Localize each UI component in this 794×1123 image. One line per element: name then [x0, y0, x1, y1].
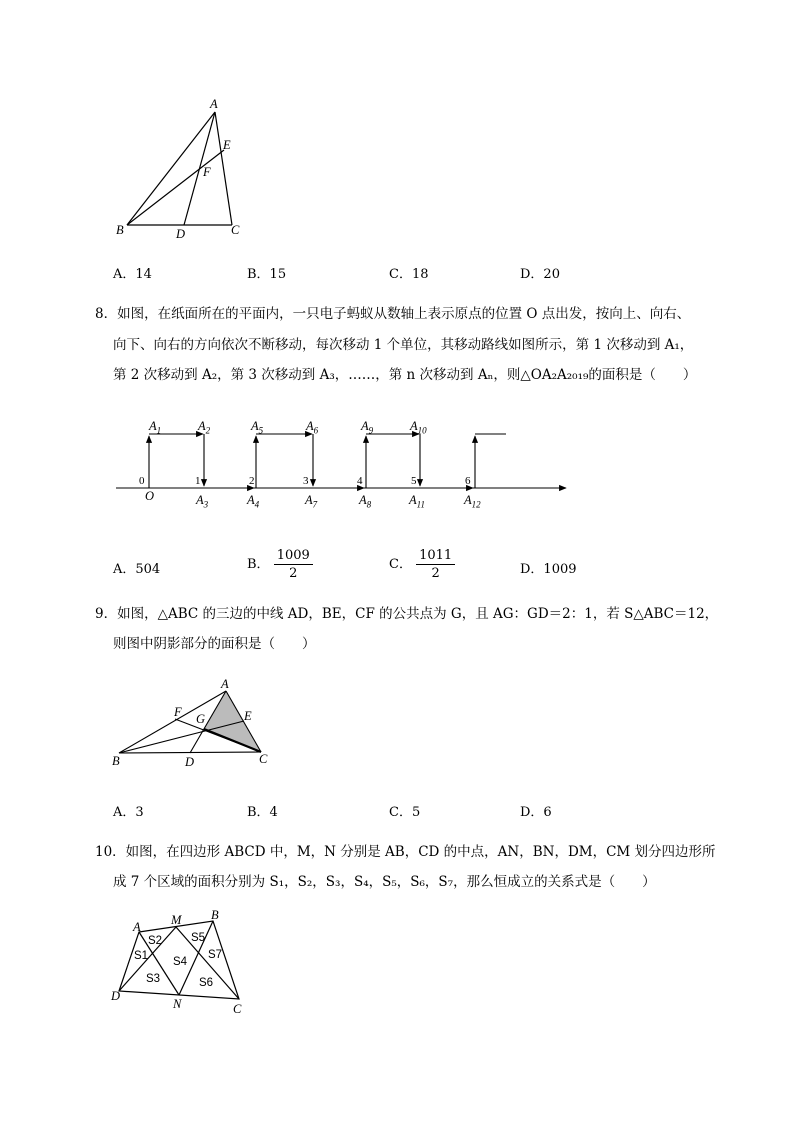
q8-top-label-10: $A_{10}$ [410, 419, 427, 436]
q8-top-label-9: $A_9$ [361, 419, 374, 436]
q10-label-a: A [133, 920, 141, 934]
q8-tick-6: 6 [465, 475, 471, 487]
q10-region-s5: S5 [191, 932, 206, 944]
q8-tick-2: 2 [249, 475, 255, 487]
q8-tick-0: 0 [139, 475, 145, 487]
q10-question-line1: 10．如图，在四边形 ABCD 中，M，N 分别是 AB，CD 的中点，AN，BN，DM，CM 划分四边形所 [95, 844, 716, 860]
q8-option-a: A．504 [113, 562, 161, 577]
q9-label-d: D [185, 755, 195, 769]
q8-tick-3: 3 [303, 475, 309, 487]
q7-label-a: A [210, 97, 218, 111]
q10-region-s3: S3 [146, 973, 161, 985]
q8-top-label-5-sub: 5 [258, 425, 264, 436]
q9-option-a: A．3 [113, 805, 144, 820]
q9-option-d: D．6 [520, 805, 552, 820]
q9-label-g: G [196, 712, 206, 726]
q10-question-line2: 成 7 个区域的面积分别为 S₁，S₂，S₃，S₄，S₅，S₆，S₇，那么恒成立的关系式是（ ） [113, 874, 656, 890]
q10-region-s6: S6 [199, 977, 214, 989]
q7-label-e: E [223, 138, 231, 152]
q10-label-b: B [211, 908, 219, 922]
q8-top-label-6: $A_6$ [306, 419, 319, 436]
q8-option-b-denominator: 2 [289, 566, 298, 581]
q8-tick-4: 4 [357, 475, 363, 487]
q8-top-label-2: $A_2$ [198, 419, 211, 436]
q8-top-label-9-sub: 9 [368, 425, 374, 436]
q8-top-label-1-sub: 1 [156, 425, 162, 436]
q8-bottom-label-7: $A_7$ [305, 493, 318, 510]
q9-option-c: C．5 [389, 805, 421, 820]
q7-label-b: B [116, 223, 124, 237]
q8-option-b-prefix: B． [247, 557, 270, 572]
q8-bottom-label-4-sub: 4 [254, 499, 260, 510]
q9-question-line2: 则图中阴影部分的面积是（ ） [113, 636, 316, 652]
q10-label-c: C [233, 1002, 242, 1016]
q10-region-s4: S4 [173, 956, 188, 968]
q9-question-line1: 9．如图，△ABC 的三边的中线 AD，BE，CF 的公共点为 G，且 AG：GD＝2：1，若 S△ABC＝12， [95, 606, 719, 622]
q8-question-line2: 向下、向右的方向依次不断移动，每次移动 1 个单位，其移动路线如图所示，第 1 次移动到 A₁， [113, 337, 694, 353]
q8-bottom-label-12-sub: 12 [471, 499, 481, 510]
q9-label-a: A [221, 677, 229, 691]
q8-bottom-label-4: $A_4$ [247, 493, 260, 510]
q8-bottom-label-8-sub: 8 [366, 499, 372, 510]
q7-option-a: A．14 [113, 267, 152, 282]
q8-bottom-label-3: $A_3$ [196, 493, 209, 510]
q8-question-line1: 8．如图，在纸面所在的平面内，一只电子蚂蚁从数轴上表示原点的位置 O 点出发，按向上、向右、 [95, 306, 691, 322]
q8-top-label-5: $A_5$ [251, 419, 264, 436]
q9-label-c: C [259, 752, 268, 766]
q10-label-d: D [111, 989, 121, 1003]
q8-tick-5: 5 [411, 475, 417, 487]
q7-label-c: C [231, 223, 240, 237]
q8-bottom-label-8: $A_8$ [359, 493, 372, 510]
q8-top-label-10-sub: 10 [417, 425, 427, 436]
q8-bottom-label-12: $A_{12}$ [464, 493, 481, 510]
q10-region-s2: S2 [148, 935, 163, 947]
q8-bottom-label-3-sub: 3 [203, 499, 209, 510]
q8-bottom-label-7-sub: 7 [312, 499, 318, 510]
q10-label-m: M [171, 913, 182, 927]
q8-option-b-numerator: 1009 [274, 548, 313, 565]
q8-question-line3: 第 2 次移动到 A₂，第 3 次移动到 A₃，……，第 n 次移动到 Aₙ，则△OA₂A₂₀₁₉的面积是（ ） [113, 367, 697, 383]
q7-option-d: D．20 [520, 267, 560, 282]
q8-top-label-2-sub: 2 [205, 425, 211, 436]
q9-option-b: B．4 [247, 805, 278, 820]
q8-bottom-label-11-sub: 11 [416, 499, 425, 510]
q8-origin-label: O [145, 489, 155, 503]
q10-label-n: N [173, 997, 182, 1011]
q8-tick-1: 1 [195, 475, 201, 487]
q7-option-c: C．18 [389, 267, 429, 282]
q10-region-s1: S1 [134, 950, 149, 962]
q8-bottom-label-11: $A_{11}$ [409, 493, 425, 510]
q8-option-c-numerator: 1011 [416, 548, 455, 565]
q9-label-e: E [244, 709, 252, 723]
q7-option-b: B．15 [247, 267, 287, 282]
q10-region-s7: S7 [208, 949, 223, 961]
q7-label-f: F [203, 165, 211, 179]
q7-label-d: D [176, 227, 186, 241]
q8-option-d: D．1009 [520, 562, 577, 577]
q8-top-label-6-sub: 6 [313, 425, 319, 436]
q8-option-c-denominator: 2 [431, 566, 440, 581]
q8-top-label-1: $A_1$ [149, 419, 162, 436]
q9-label-f: F [174, 705, 182, 719]
q9-label-b: B [112, 754, 120, 768]
q8-option-c-prefix: C． [389, 557, 412, 572]
